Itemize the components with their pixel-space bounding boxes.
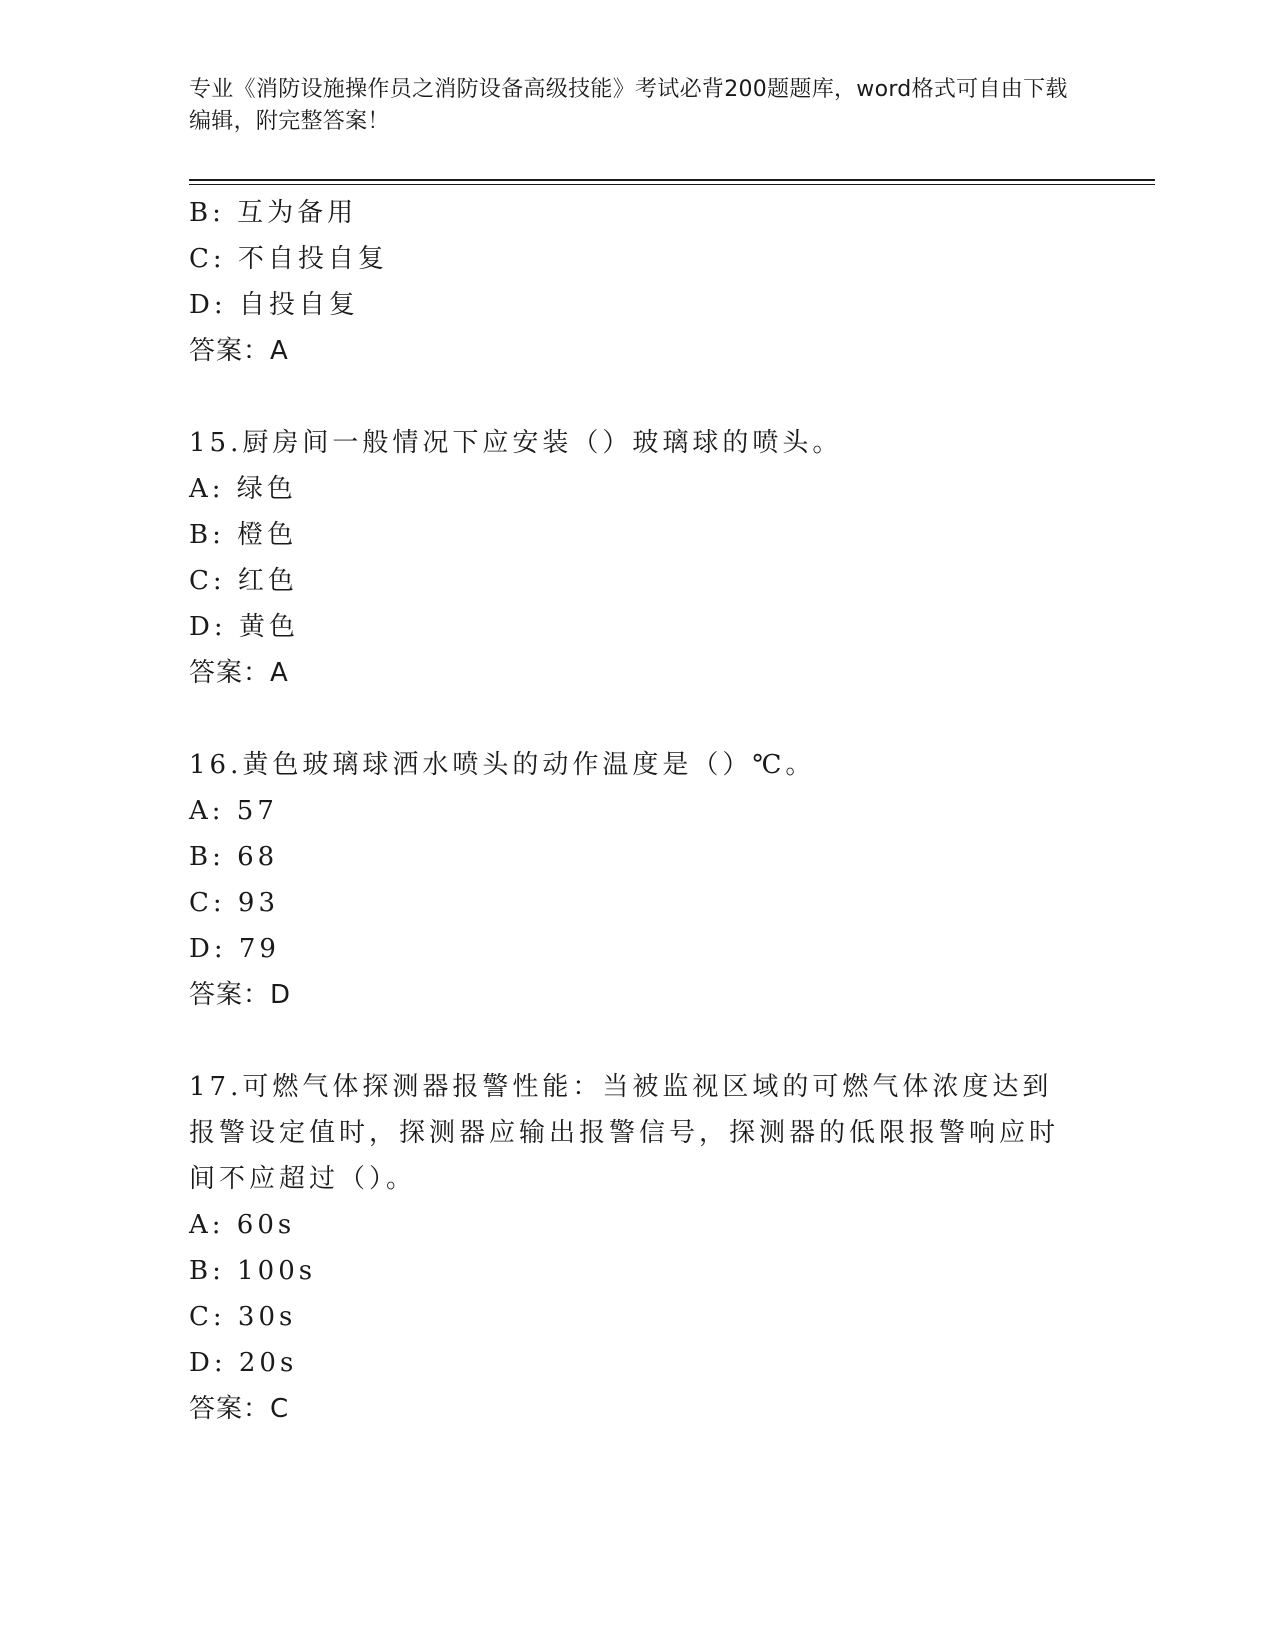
option-d: D: 79 [189, 934, 280, 964]
option-b: B: 68 [189, 842, 279, 872]
question-16 [189, 742, 1089, 1018]
option-b: B: 100s [189, 1256, 317, 1286]
header-rule-thin [189, 184, 1155, 185]
option-d: D: 自投自复 [189, 290, 359, 320]
answer: 答案：A [189, 658, 289, 688]
header-rule-thick [189, 179, 1155, 181]
answer: 答案：D [189, 980, 292, 1010]
option-a: A: 57 [189, 796, 278, 826]
option-a: A: 60s [189, 1210, 296, 1240]
option-c: C: 30s [189, 1302, 297, 1332]
option-d: D: 黄色 [189, 612, 299, 642]
question-15 [189, 420, 1089, 696]
question-text: 16.黄色玻璃球洒水喷头的动作温度是（）℃。 [189, 750, 816, 780]
question-text: 17.可燃气体探测器报警性能：当被监视区域的可燃气体浓度达到报警设定值时，探测器应输出报警信号，探测器的低限报警响应时间不应超过（）。 [189, 1072, 1060, 1194]
question-17 [189, 1064, 1089, 1432]
option-b: B: 橙色 [189, 520, 298, 550]
answer: 答案：A [189, 336, 289, 366]
question-text: 15.厨房间一般情况下应安装（）玻璃球的喷头。 [189, 428, 843, 458]
option-d: D: 20s [189, 1348, 298, 1378]
option-b: B: 互为备用 [189, 198, 358, 228]
option-a: A: 绿色 [189, 474, 297, 504]
option-c: C: 不自投自复 [189, 244, 388, 274]
question-14-partial [189, 190, 1089, 374]
question-list [189, 190, 1089, 1432]
option-c: C: 93 [189, 888, 280, 918]
document-header: 专业《消防设施操作员之消防设备高级技能》考试必背200题题库，word格式可自由下载编辑，附完整答案！ [189, 77, 1068, 134]
option-c: C: 红色 [189, 566, 298, 596]
answer: 答案：C [189, 1394, 290, 1424]
